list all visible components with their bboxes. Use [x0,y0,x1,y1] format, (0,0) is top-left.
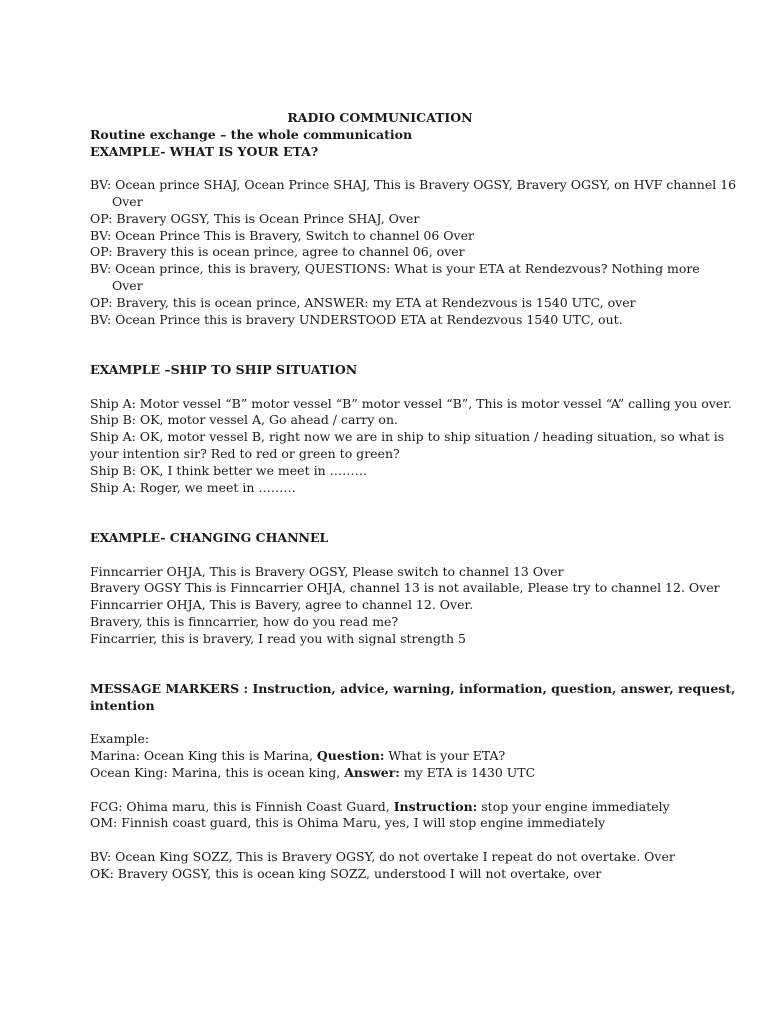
dialogue-line: Finncarrier OHJA, This is Bavery, agree to channel 12. Over. [90,597,474,613]
message-markers-heading: MESSAGE MARKERS : Instruction, advice, warning, information, question, answer, request, [90,681,736,697]
example1-heading: EXAMPLE- WHAT IS YOUR ETA? [90,143,319,159]
dialogue-text: Marina: Ocean King this is Marina, [90,748,317,764]
dialogue-line: Over [112,193,143,209]
example2-heading: EXAMPLE –SHIP TO SHIP SITUATION [90,361,358,377]
page-title: RADIO COMMUNICATION [287,110,473,125]
dialogue-line: OP: Bravery OGSY, This is Ocean Prince SHAJ, Over [90,210,420,226]
dialogue-line: OM: Finnish coast guard, this is Ohima Maru, yes, I will stop engine immediately [90,815,606,831]
dialogue-line: Bravery, this is finncarrier, how do you read me? [90,613,399,629]
dialogue-line [90,799,690,816]
dialogue-line: BV: Ocean King SOZZ, This is Bravery OGSY, do not overtake I repeat do not overtake. Over [90,849,675,865]
dialogue-line: Ship A: Motor vessel “B” motor vessel “B” motor vessel “B”, This is motor vessel “A” calling you over. [90,395,732,411]
document-body [90,110,737,883]
dialogue-line: BV: Ocean prince, this is bravery, QUESTIONS: What is your ETA at Rendezvous? Nothing more [90,261,700,277]
subtitle: Routine exchange – the whole communication [90,126,413,142]
dialogue-text: stop your engine immediately [477,798,670,814]
dialogue-line [90,765,690,782]
dialogue-text: my ETA is 1430 UTC [399,765,536,781]
dialogue-line: your intention sir? Red to red or green to green? [90,445,400,461]
dialogue-line: Over [112,277,143,293]
dialogue-line: Ship B: OK, motor vessel A, Go ahead / carry on. [90,412,398,428]
dialogue-line: Fincarrier, this is bravery, I read you with signal strength 5 [90,630,466,646]
dialogue-text: What is your ETA? [384,748,506,764]
dialogue-line: OK: Bravery OGSY, this is ocean king SOZZ, understood I will not overtake, over [90,865,602,881]
dialogue-line [90,748,690,765]
dialogue-line: OP: Bravery, this is ocean prince, ANSWER: my ETA at Rendezvous is 1540 UTC, over [90,294,636,310]
dialogue-line: BV: Ocean Prince This is Bravery, Switch to channel 06 Over [90,227,474,243]
dialogue-line: Ship A: OK, motor vessel B, right now we are in ship to ship situation / heading situation, so what is [90,429,725,445]
dialogue-line: BV: Ocean prince SHAJ, Ocean Prince SHAJ, This is Bravery OGSY, Bravery OGSY, on HVF channel 16 [90,177,737,193]
message-markers-heading-cont: intention [90,697,155,713]
dialogue-line: OP: Bravery this is ocean prince, agree to channel 06, over [90,244,465,260]
dialogue-line: BV: Ocean Prince this is bravery UNDERSTOOD ETA at Rendezvous 1540 UTC, out. [90,311,623,327]
example3-heading: EXAMPLE- CHANGING CHANNEL [90,529,329,545]
dialogue-line: Bravery OGSY This is Finncarrier OHJA, channel 13 is not available, Please try to channel 12. Over [90,580,720,596]
dialogue-line: Ship A: Roger, we meet in ……… [90,479,296,495]
dialogue-line: Ship B: OK, I think better we meet in ……… [90,462,368,478]
marker-answer: Answer: [344,765,400,781]
dialogue-text: Ocean King: Marina, this is ocean king, [90,765,345,781]
marker-question: Question: [316,748,385,764]
dialogue-text: FCG: Ohima maru, this is Finnish Coast Guard, [90,798,394,814]
dialogue-line: Finncarrier OHJA, This is Bravery OGSY, Please switch to channel 13 Over [90,563,564,579]
marker-instruction: Instruction: [393,798,478,814]
example-label: Example: [90,731,150,747]
